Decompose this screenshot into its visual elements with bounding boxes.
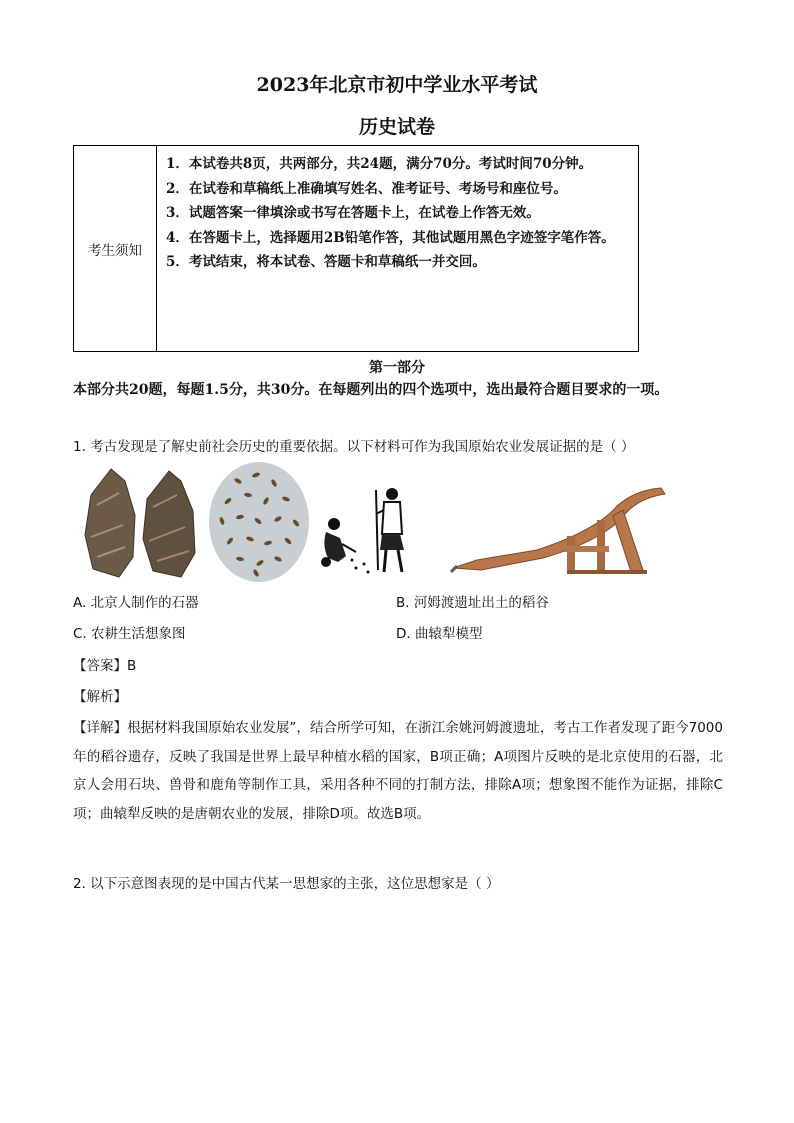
section-description: 本部分共20题，每题1.5分，共30分。在每题列出的四个选项中，选出最符合题目要求的一项。 [73, 382, 669, 398]
notice-table [73, 145, 639, 352]
analysis-detail: 【详解】根据材料我国原始农业发展”，结合所学可知，在浙江余姚河姆渡遗址，考古工作者发现了距今7000年的稻谷遗存，反映了我国是世界上最早种植水稻的国家，B项正确；A项图片反映的是北京使用的石器，北京人会用石块、兽骨和鹿角等制作工具，采用各种不同的打制方法，排除A项；想象图不能作为证据，排除C项；曲辕犁反映的是唐朝农业的发展，排除D项。故选B项。 [73, 720, 723, 822]
exam-title: 2023年北京市初中学业水平考试 [256, 74, 538, 96]
option-d: D. 曲辕犁模型 [396, 626, 483, 642]
option-a: A. 北京人制作的石器 [73, 595, 199, 611]
section-heading: 第一部分 [369, 360, 425, 376]
notice-item: 5．考试结束，将本试卷、答题卡和草稿纸一并交回。 [166, 254, 486, 270]
option-c: C. 农耕生活想象图 [73, 626, 186, 642]
exam-subtitle: 历史试卷 [358, 116, 435, 138]
stone-tools-image [73, 465, 203, 583]
notice-item: 4．在答题卡上，选择题用2B铅笔作答，其他试题用黑色字迹签字笔作答。 [166, 229, 615, 246]
option-b: B. 河姆渡遗址出土的稻谷 [396, 595, 549, 611]
farming-life-illustration [312, 480, 424, 578]
answer-label: 【答案】B [73, 658, 137, 674]
notice-label: 考生须知 [74, 146, 157, 351]
rice-grains-image [208, 461, 310, 583]
curved-plow-image [447, 480, 675, 580]
question-2-text: 2. 以下示意图表现的是中国古代某一思想家的主张，这位思想家是（ ） [73, 876, 500, 892]
question-1-text: 1. 考古发现是了解史前社会历史的重要依据。以下材料可作为我国原始农业发展证据的是（ ） [73, 439, 635, 455]
notice-list [166, 152, 634, 275]
notice-item: 3．试题答案一律填涂或书写在答题卡上，在试卷上作答无效。 [166, 205, 540, 221]
notice-item: 1．本试卷共8页，共两部分，共24题，满分70分。考试时间70分钟。 [166, 156, 593, 172]
notice-item: 2．在试卷和草稿纸上准确填写姓名、准考证号、考场号和座位号。 [166, 180, 567, 197]
analysis-heading: 【解析】 [73, 689, 127, 705]
